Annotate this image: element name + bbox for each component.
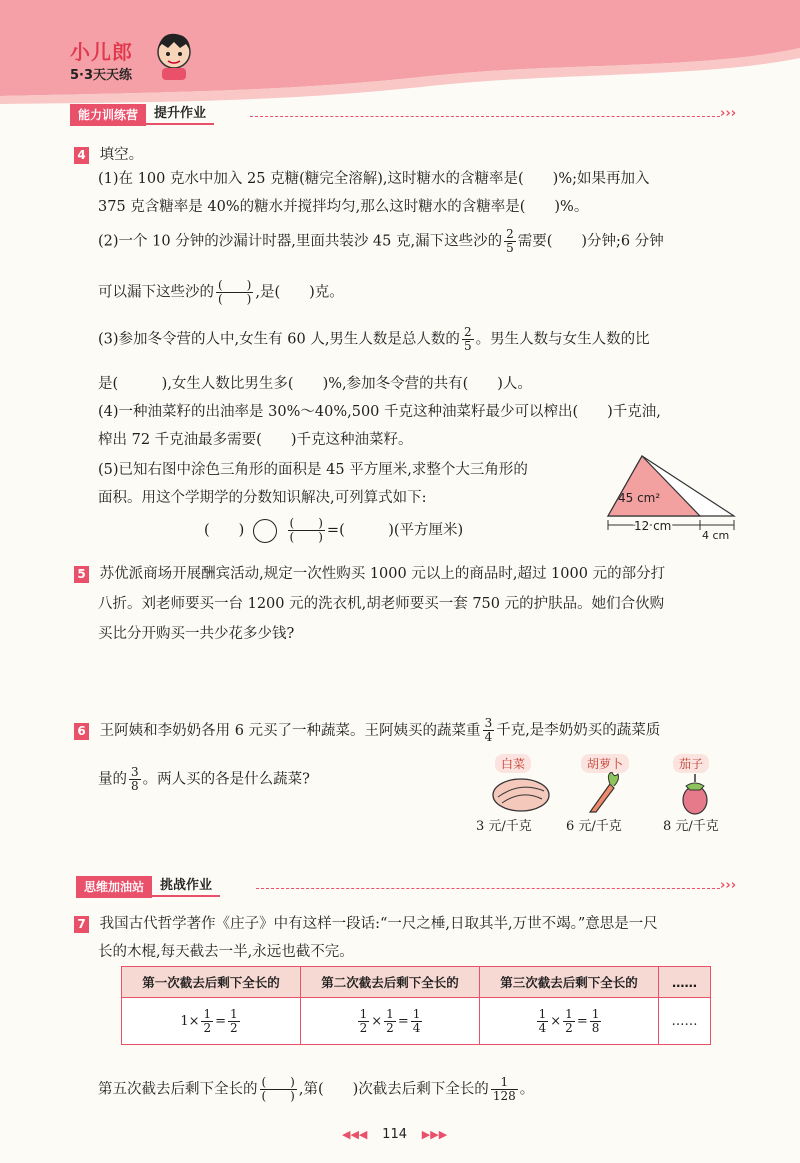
figure-base-label: 12 cm: [634, 519, 672, 533]
question-4-title: [74, 143, 143, 164]
veg-price-carrot: 6 元/千克: [566, 819, 622, 834]
numerator: 3: [484, 716, 493, 730]
question-6-line2: [98, 766, 310, 793]
q4-p4-line1: (4)一种油菜籽的出油率是 30%～40%,500 千克这种油菜籽最少可以榨出( )千克油,: [98, 404, 661, 420]
blank-fraction: [216, 279, 253, 306]
table-header: 第三次截去后剩下全长的: [480, 967, 659, 998]
fraction: [504, 228, 516, 255]
section-header-ability: [70, 104, 214, 126]
q4-p2-line2: [98, 279, 344, 306]
question-7-answer-line: [98, 1076, 534, 1103]
section-tag: 能力训练营: [70, 104, 146, 126]
table-cell: [301, 998, 480, 1045]
brand-logo: 小儿郎: [70, 40, 133, 64]
text: 第五次截去后剩下全长的: [98, 1081, 258, 1098]
denominator: 5: [463, 339, 472, 353]
denominator: 2: [359, 1020, 368, 1035]
denominator: 2: [203, 1020, 212, 1035]
page-number: 114: [382, 1127, 407, 1142]
halving-table: [121, 966, 711, 1045]
text: 我国古代哲学著作《庄子》中有这样一段话:“一尺之棰,日取其半,万世不竭。”意思是一尺: [99, 916, 658, 932]
figure-area-label: 45 cm²: [618, 491, 661, 505]
page-footer: [342, 1124, 447, 1142]
text: ×: [550, 1013, 562, 1029]
question-5-line2: 八折。刘老师要买一台 1200 元的洗衣机,胡老师要买一套 750 元的护肤品。她们合伙购: [98, 596, 665, 612]
denominator: 4: [484, 730, 493, 744]
question-number: 7: [74, 916, 89, 933]
numerator: 1: [359, 1006, 368, 1021]
text: ,第( )次截去后剩下全长的: [298, 1081, 489, 1098]
table-cell: ……: [659, 998, 711, 1045]
fraction: [590, 1008, 602, 1035]
text: =( )(平方厘米): [326, 522, 464, 539]
fraction: [483, 717, 495, 744]
text: 需要( )分钟;6 分钟: [517, 233, 664, 250]
blank: ( ): [204, 522, 245, 539]
denominator: 2: [565, 1020, 573, 1035]
blank-fraction: [288, 517, 325, 544]
figure-base-label: 4 cm: [702, 529, 730, 542]
triangle-figure: [600, 450, 740, 542]
fraction: [537, 1008, 549, 1035]
question-7-line1: [74, 912, 658, 933]
text: 1×: [180, 1013, 200, 1029]
text: =: [576, 1013, 588, 1029]
numerator: ( ): [218, 278, 252, 292]
text: 量的: [98, 771, 127, 788]
question-number: 4: [74, 147, 89, 164]
arrow-end-icon: ›››: [720, 106, 737, 121]
denominator: 2: [386, 1020, 394, 1035]
q4-p5-line2: 面积。用这个学期学的分数知识解决,可列算式如下:: [98, 490, 427, 506]
next-arrows-icon: ▶▶▶: [421, 1128, 448, 1141]
numerator: ( ): [289, 516, 323, 530]
numerator: 1: [386, 1006, 394, 1021]
numerator: 1: [412, 1006, 421, 1021]
denominator: 4: [538, 1020, 547, 1035]
denominator: ( ): [261, 1089, 295, 1103]
numerator: 1: [203, 1006, 212, 1021]
denominator: ( ): [289, 530, 323, 544]
section-header-challenge: [76, 876, 220, 898]
text: 王阿姨和李奶奶各用 6 元买了一种蔬菜。王阿姨买的蔬菜重: [99, 722, 481, 739]
q4-p1-line1: (1)在 100 克水中加入 25 克糖(糖完全溶解),这时糖水的含糖率是( )%;如果再加入: [98, 171, 650, 187]
fraction: [563, 1008, 575, 1035]
question-number: 5: [74, 566, 89, 583]
numerator: 2: [506, 227, 514, 241]
text: 。两人买的各是什么蔬菜?: [142, 771, 310, 788]
denominator: 8: [131, 779, 139, 793]
text: 千克,是李奶奶买的蔬菜质: [496, 722, 661, 739]
numerator: 3: [131, 765, 139, 779]
table-cell: [480, 998, 659, 1045]
table-header: ……: [659, 967, 711, 998]
question-6-line1: [74, 717, 660, 744]
question-title: 填空。: [99, 147, 144, 163]
text: 。: [519, 1081, 535, 1098]
table-header-row: [122, 967, 711, 998]
table-header: 第一次截去后剩下全长的: [122, 967, 301, 998]
text: =: [215, 1013, 227, 1029]
denominator: 128: [492, 1089, 516, 1103]
text: (2)一个 10 分钟的沙漏计时器,里面共装沙 45 克,漏下这些沙的: [98, 233, 503, 250]
table-header: 第二次截去后剩下全长的: [301, 967, 480, 998]
text: ,是( )克。: [255, 284, 344, 301]
text: 可以漏下这些沙的: [98, 284, 214, 301]
arrow-end-icon: ›››: [720, 878, 737, 893]
text: =: [397, 1013, 409, 1029]
fraction: [201, 1008, 213, 1035]
q4-p3-line1: [98, 326, 650, 353]
fraction: [491, 1076, 518, 1103]
brand-subtitle: 5·3天天练: [70, 68, 133, 83]
question-7-line2: 长的木棍,每天截去一半,永远也截不完。: [98, 944, 354, 960]
numerator: 1: [565, 1006, 573, 1021]
veg-label-eggplant: 茄子: [673, 754, 709, 773]
operator-circle-icon: [253, 519, 277, 543]
section-subtitle: 提升作业: [146, 105, 214, 125]
q4-p3-line2: 是( ),女生人数比男生多( )%,参加冬令营的共有( )人。: [98, 376, 532, 392]
q4-p4-line2: 榨出 72 千克油最多需要( )千克这种油菜籽。: [98, 432, 413, 448]
table-cell: [122, 998, 301, 1045]
section-subtitle: 挑战作业: [152, 877, 220, 897]
fraction: [358, 1008, 370, 1035]
q4-p1-line2: 375 克含糖率是 40%的糖水并搅拌均匀,那么这时糖水的含糖率是( )%。: [98, 199, 589, 215]
q4-p5-line1: (5)已知右图中涂色三角形的面积是 45 平方厘米,求整个大三角形的: [98, 462, 528, 478]
veg-price-cabbage: 3 元/千克: [476, 819, 532, 834]
text: ×: [371, 1013, 383, 1029]
numerator: ( ): [261, 1075, 295, 1089]
denominator: 8: [591, 1020, 600, 1035]
question-5-line1: [74, 562, 665, 583]
denominator: 4: [412, 1020, 421, 1035]
question-number: 6: [74, 723, 89, 740]
table-row: [122, 998, 711, 1045]
fraction: [129, 766, 141, 793]
section-tag: 思维加油站: [76, 876, 152, 898]
question-5-line3: 买比分开购买一共少花多少钱?: [98, 626, 295, 642]
text: (3)参加冬令营的人中,女生有 60 人,男生人数是总人数的: [98, 331, 460, 348]
eggplant-icon: [678, 772, 712, 816]
divider: [250, 116, 720, 117]
numerator: 1: [230, 1006, 238, 1021]
numerator: 1: [591, 1006, 600, 1021]
fraction: [411, 1008, 423, 1035]
veg-price-eggplant: 8 元/千克: [663, 819, 719, 834]
numerator: 1: [491, 1076, 518, 1090]
divider: [256, 888, 720, 889]
veg-label-cabbage: 白菜: [495, 754, 531, 773]
fraction: [462, 326, 474, 353]
numerator: 1: [538, 1006, 547, 1021]
fraction: [384, 1008, 396, 1035]
q4-p5-formula: [204, 517, 463, 544]
denominator: 2: [230, 1020, 238, 1035]
carrot-icon: [582, 772, 622, 816]
fraction: [228, 1008, 240, 1035]
numerator: 2: [463, 325, 472, 339]
q4-p2-line1: [98, 228, 664, 255]
cabbage-icon: [490, 775, 552, 815]
text: 苏优派商场开展酬宾活动,规定一次性购买 1000 元以上的商品时,超过 1000 元的部分打: [99, 566, 666, 582]
veg-label-carrot: 胡萝卜: [581, 754, 629, 773]
prev-arrows-icon: ◀◀◀: [342, 1128, 368, 1141]
text: 。男生人数与女生人数的比: [475, 331, 650, 348]
mascot-icon: [152, 30, 196, 82]
denominator: ( ): [218, 292, 252, 306]
denominator: 5: [506, 241, 514, 255]
blank-fraction: [260, 1076, 297, 1103]
